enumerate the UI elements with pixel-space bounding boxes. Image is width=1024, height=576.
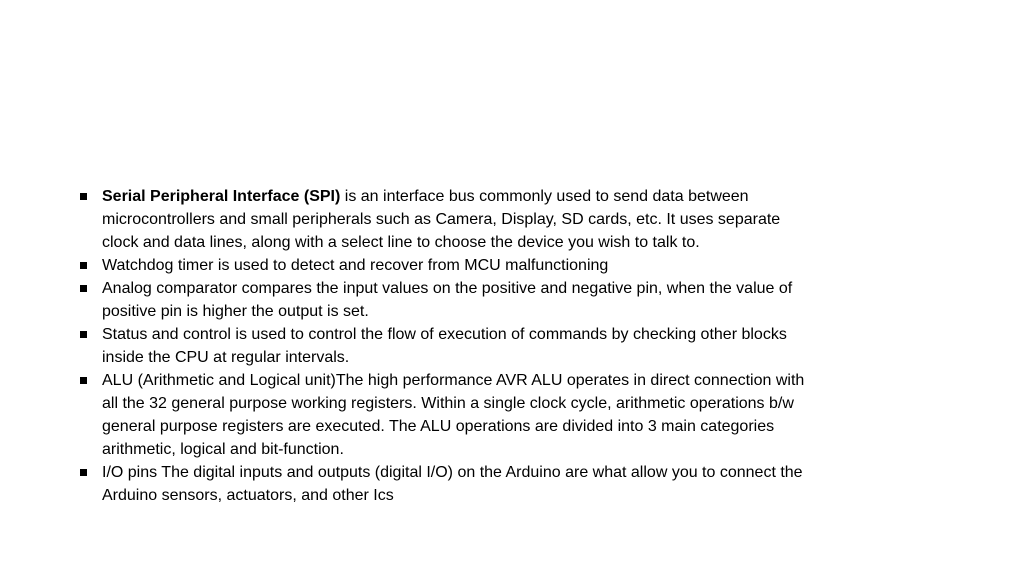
bullet-text: Analog comparator compares the input values on the positive and negative pin, when the value of positive pin is higher the output is set. [102,280,793,320]
square-bullet-icon [80,331,87,338]
bullet-watchdog [80,254,820,277]
bullet-text: ALU (Arithmetic and Logical unit)The high performance AVR ALU operates in direct connection with all the 32 general purpose working registers. Within a single clock cycle, arithmetic operations b/w general purpose registers are executed. The ALU operations are divided into 3 main categories arithmetic, logical and bit-function. [102,372,805,458]
bullet-io-pins [80,461,820,507]
square-bullet-icon [80,262,87,269]
square-bullet-icon [80,193,87,200]
bullet-status-control [80,323,820,369]
bullet-text: Status and control is used to control the flow of execution of commands by checking other blocks inside the CPU at regular intervals. [102,326,787,366]
square-bullet-icon [80,377,87,384]
square-bullet-icon [80,285,87,292]
bullet-analog-comparator [80,277,820,323]
bullet-text: is an interface bus commonly used to send data between microcontrollers and small peripherals such as Camera, Display, SD cards, etc. It uses separate clock and data lines, along with a select line to choose the device you wish to talk to. [102,188,781,251]
bullet-bold-lead: Serial Peripheral Interface (SPI) [102,188,341,205]
bullet-spi [80,185,820,254]
bullet-text: I/O pins The digital inputs and outputs (digital I/O) on the Arduino are what allow you to connect the Arduino sensors, actuators, and other Ics [102,464,803,504]
bullet-alu [80,369,820,461]
bullet-list [80,185,820,507]
bullet-text: Watchdog timer is used to detect and recover from MCU malfunctioning [102,257,609,274]
square-bullet-icon [80,469,87,476]
